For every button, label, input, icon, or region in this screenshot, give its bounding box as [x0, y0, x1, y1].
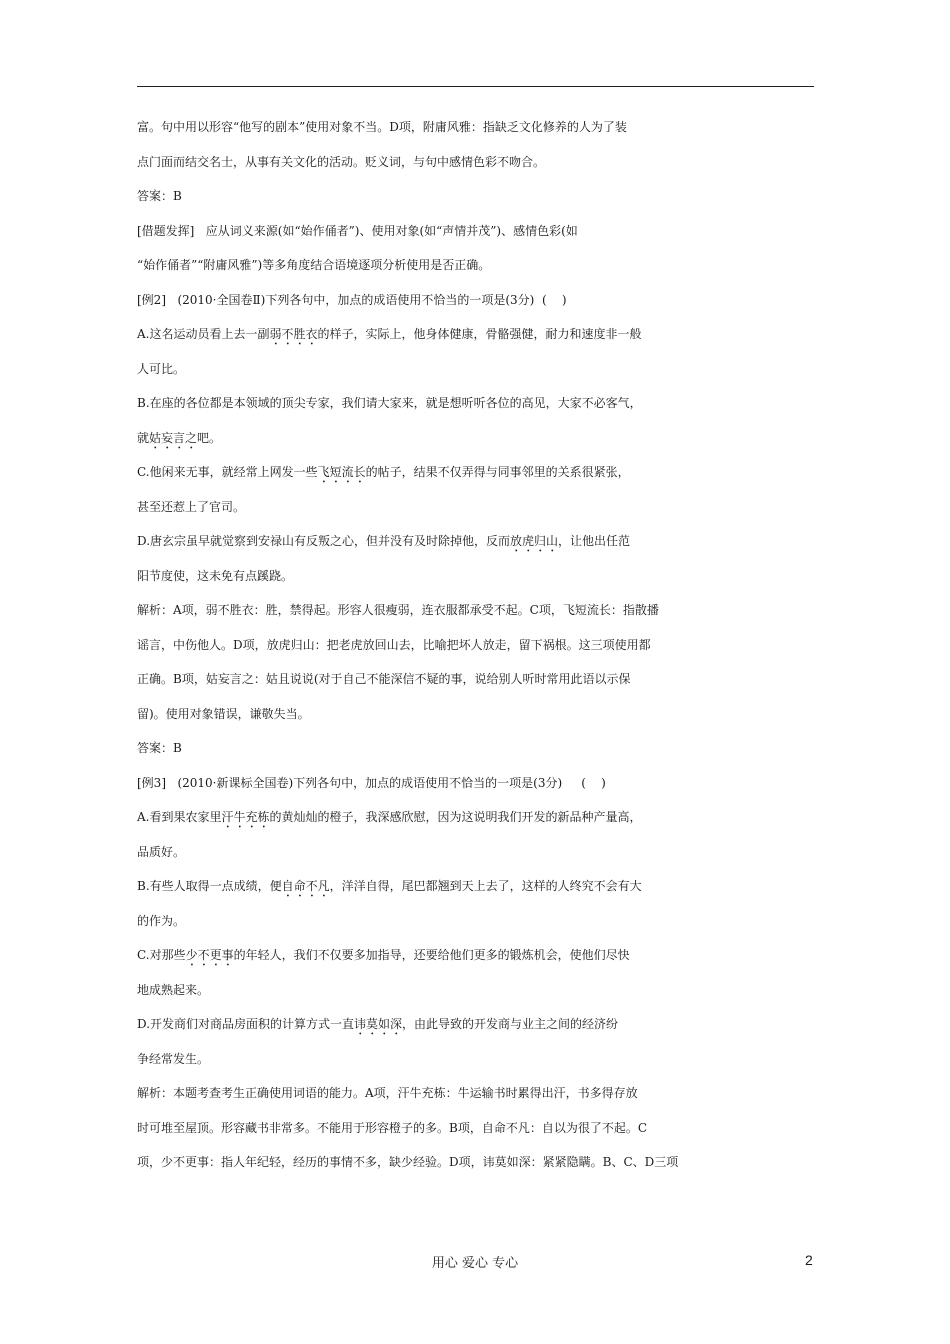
emphasized-idiom: 放虎归山 — [510, 534, 559, 548]
text-line — [137, 703, 827, 738]
line-text: [例2] (2010·全国卷Ⅱ)下列各句中，加点的成语使用不恰当的一项是(3分) ( ) — [137, 292, 567, 307]
line-text: 项，少不更事：指人年纪轻，经历的事情不多，缺少经验。D项，讳莫如深：紧紧隐瞒。B、C、D三项 — [137, 1155, 679, 1169]
text-line — [137, 1013, 827, 1048]
line-text: 解析：本题考查考生正确使用词语的能力。A项，汗牛充栋：牛运输书时累得出汗，书多得存放 — [137, 1086, 638, 1100]
text-line — [137, 772, 827, 807]
line-text: C.对那些 — [137, 948, 186, 962]
line-text: 品质好。 — [137, 844, 186, 859]
text-line — [137, 1082, 827, 1117]
text-line — [137, 599, 827, 634]
line-text: 地成熟起来。 — [137, 982, 210, 997]
text-line — [137, 565, 827, 600]
line-text: A.看到果农家里 — [137, 810, 222, 824]
text-line — [137, 323, 827, 358]
line-text: B.有些人取得一点成绩，便 — [137, 879, 282, 893]
line-text: 时可堆至屋顶。形容藏书非常多。不能用于形容橙子的多。B项，自命不凡：自以为很了不起。C — [137, 1120, 648, 1135]
footer-text: 用心 爱心 专心 — [431, 1256, 519, 1271]
line-text: 答案：B — [137, 741, 182, 755]
text-line — [137, 668, 827, 703]
document-body — [137, 116, 827, 1186]
line-text: 阳节度使，这未免有点蹊跷。 — [137, 568, 294, 583]
line-text: 留)。使用对象错误，谦敬失当。 — [137, 706, 310, 721]
line-text: 点门面而结交名士，从事有关文化的活动。贬义词，与句中感情色彩不吻合。 — [137, 154, 546, 169]
text-line — [137, 289, 827, 324]
text-line — [137, 392, 827, 427]
emphasized-idiom: 姑妄言之 — [149, 430, 198, 445]
text-line — [137, 910, 827, 945]
text-line — [137, 737, 827, 772]
line-text: 解析：A项，弱不胜衣：胜，禁得起。形容人很瘦弱，连衣服都承受不起。C项，飞短流长：指散播 — [137, 603, 659, 617]
text-line — [137, 841, 827, 876]
emphasized-idiom: 飞短流长 — [317, 465, 366, 479]
text-line — [137, 806, 827, 841]
text-line — [137, 1117, 827, 1152]
text-line — [137, 427, 827, 462]
text-line — [137, 1151, 827, 1186]
text-line — [137, 634, 827, 669]
line-text: 的样子，实际上，他身体健康，骨骼强健，耐力和速度非一般 — [317, 327, 642, 341]
text-line — [137, 461, 827, 496]
text-line — [137, 185, 827, 220]
line-text: [借题发挥] 应从词义来源(如“始作俑者”)、使用对象(如“声情并茂”)、感情色彩(如 — [137, 223, 578, 238]
emphasized-idiom: 弱不胜衣 — [269, 327, 318, 341]
text-line — [137, 530, 827, 565]
line-text: 的年轻人，我们不仅要多加指导，还要给他们更多的锻炼机会，使他们尽快 — [233, 948, 630, 962]
line-text: [例3] (2010·新课标全国卷)下列各句中，加点的成语使用不恰当的一项是(3分) ( ) — [137, 775, 606, 790]
line-text: ，让他出任范 — [558, 534, 631, 548]
text-line — [137, 496, 827, 531]
emphasized-idiom: 汗牛充栋 — [221, 810, 270, 824]
text-line — [137, 944, 827, 979]
text-line — [137, 1048, 827, 1083]
line-text: 答案：B — [137, 189, 182, 203]
line-text: ，由此导致的开发商与业主之间的经济纷 — [402, 1017, 619, 1031]
text-line — [137, 151, 827, 186]
page-number: 2 — [805, 1252, 813, 1268]
line-text: 的黄灿灿的橙子，我深感欣慰，因为这说明我们开发的新品种产量高， — [269, 810, 642, 824]
text-line — [137, 116, 827, 151]
line-text: 吧。 — [197, 430, 222, 445]
emphasized-idiom: 少不更事 — [185, 948, 234, 962]
line-text: 争经常发生。 — [137, 1051, 210, 1066]
line-text: A.这名运动员看上去一副 — [137, 327, 270, 341]
text-line — [137, 220, 827, 255]
line-text: B.在座的各位都是本领域的顶尖专家，我们请大家来，就是想听听各位的高见，大家不必客气， — [137, 396, 642, 410]
line-text: C.他闲来无事，就经常上网发一些 — [137, 465, 318, 479]
line-text: 就 — [137, 430, 150, 445]
line-text: 甚至还惹上了官司。 — [137, 499, 246, 514]
emphasized-idiom: 自命不凡 — [281, 879, 330, 893]
line-text: D.唐玄宗虽早就觉察到安禄山有反叛之心，但并没有及时除掉他，反而 — [137, 534, 511, 548]
text-line — [137, 979, 827, 1014]
line-text: 人可比。 — [137, 361, 186, 376]
text-line — [137, 254, 827, 289]
line-text: 谣言，中伤他人。D项，放虎归山：把老虎放回山去，比喻把坏人放走，留下祸根。这三项使用都 — [137, 637, 651, 652]
line-text: D.开发商们对商品房面积的计算方式一直 — [137, 1017, 355, 1031]
header-rule — [137, 86, 814, 87]
line-text: 的帖子，结果不仅弄得与同事邻里的关系很紧张， — [365, 465, 630, 479]
line-text: 正确。B项，姑妄言之：姑且说说(对于自己不能深信不疑的事，说给别人听时常用此语以示保 — [137, 672, 631, 686]
text-line — [137, 875, 827, 910]
line-text: “始作俑者”“附庸风雅”)等多角度结合语境逐项分析使用是否正确。 — [137, 258, 491, 272]
text-line — [137, 358, 827, 393]
line-text: ，洋洋自得，尾巴都翘到天上去了，这样的人终究不会有大 — [329, 879, 642, 893]
emphasized-idiom: 讳莫如深 — [354, 1017, 403, 1031]
line-text: 的作为。 — [137, 913, 186, 928]
line-text: 富。句中用以形容“他写的剧本”使用对象不当。D项，附庸风雅：指缺乏文化修养的人为了装 — [137, 120, 627, 134]
